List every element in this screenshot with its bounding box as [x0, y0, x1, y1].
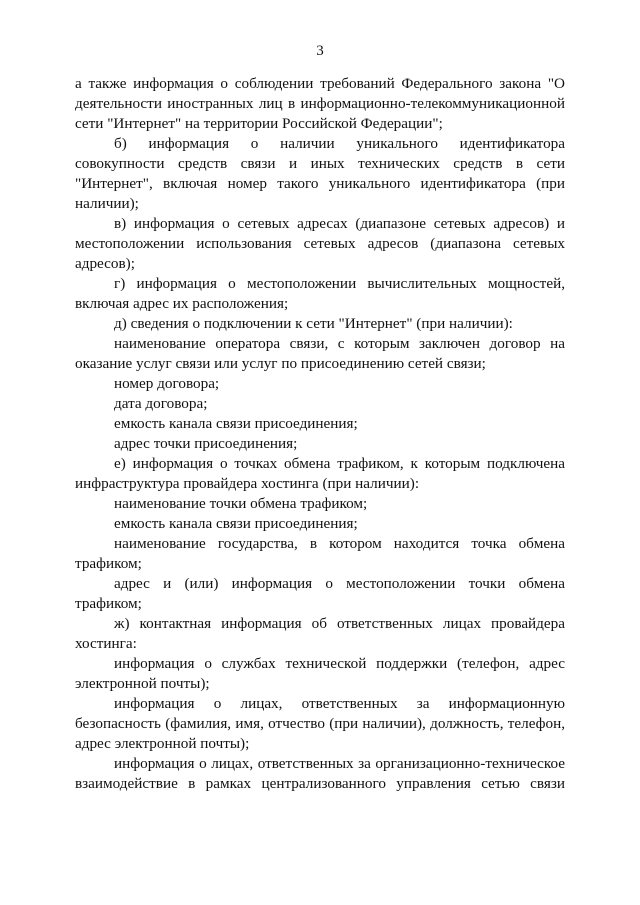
paragraph-operator-name: наименование оператора связи, с которым заключен договор на оказание услуг связи или услуг по присоединению сетей связи;	[75, 335, 565, 372]
paragraph-item-v: в) информация о сетевых адресах (диапазоне сетевых адресов) и местоположении использования сетевых адресов (диапазона сетевых адресов);	[75, 215, 565, 272]
paragraph-item-g: г) информация о местоположении вычислительных мощностей, включая адрес их расположения;	[75, 275, 565, 312]
paragraph-item-b: б) информация о наличии уникального идентификатора совокупности средств связи и иных технических средств в сети "Интернет", включая номер такого уникального идентификатора (при наличии);	[75, 135, 565, 212]
document-body	[75, 74, 565, 794]
paragraph-exchange-location: адрес и (или) информация о местоположении точки обмена трафиком;	[75, 575, 565, 612]
paragraph-exchange-country: наименование государства, в котором находится точка обмена трафиком;	[75, 535, 565, 572]
paragraph-exchange-point-name: наименование точки обмена трафиком;	[114, 495, 368, 512]
paragraph-exchange-channel-capacity: емкость канала связи присоединения;	[114, 515, 358, 532]
paragraph-channel-capacity: емкость канала связи присоединения;	[114, 415, 358, 432]
paragraph-continuation: а также информация о соблюдении требований Федерального закона "О деятельности иностранных лиц в информационно-телекоммуникационной сети "Интернет" на территории Российской Федерации";	[75, 75, 565, 132]
paragraph-item-d: д) сведения о подключении к сети "Интернет" (при наличии):	[114, 315, 513, 332]
page-number: 3	[316, 43, 324, 59]
paragraph-network-management-contacts: информация о лицах, ответственных за организационно-техническое взаимодействие в рамках централизованного управления сетью связи	[75, 755, 565, 792]
paragraph-item-e: е) информация о точках обмена трафиком, к которым подключена инфраструктура провайдера хостинга (при наличии):	[75, 455, 565, 492]
paragraph-support-contacts: информация о службах технической поддержки (телефон, адрес электронной почты);	[75, 655, 565, 692]
paragraph-contract-number: номер договора;	[114, 375, 220, 392]
paragraph-connection-point-address: адрес точки присоединения;	[114, 435, 298, 452]
paragraph-security-contacts: информация о лицах, ответственных за информационную безопасность (фамилия, имя, отчество (при наличии), должность, телефон, адрес электронной почты);	[75, 695, 565, 752]
paragraph-item-zh: ж) контактная информация об ответственных лицах провайдера хостинга:	[75, 615, 565, 652]
paragraph-contract-date: дата договора;	[114, 395, 208, 412]
